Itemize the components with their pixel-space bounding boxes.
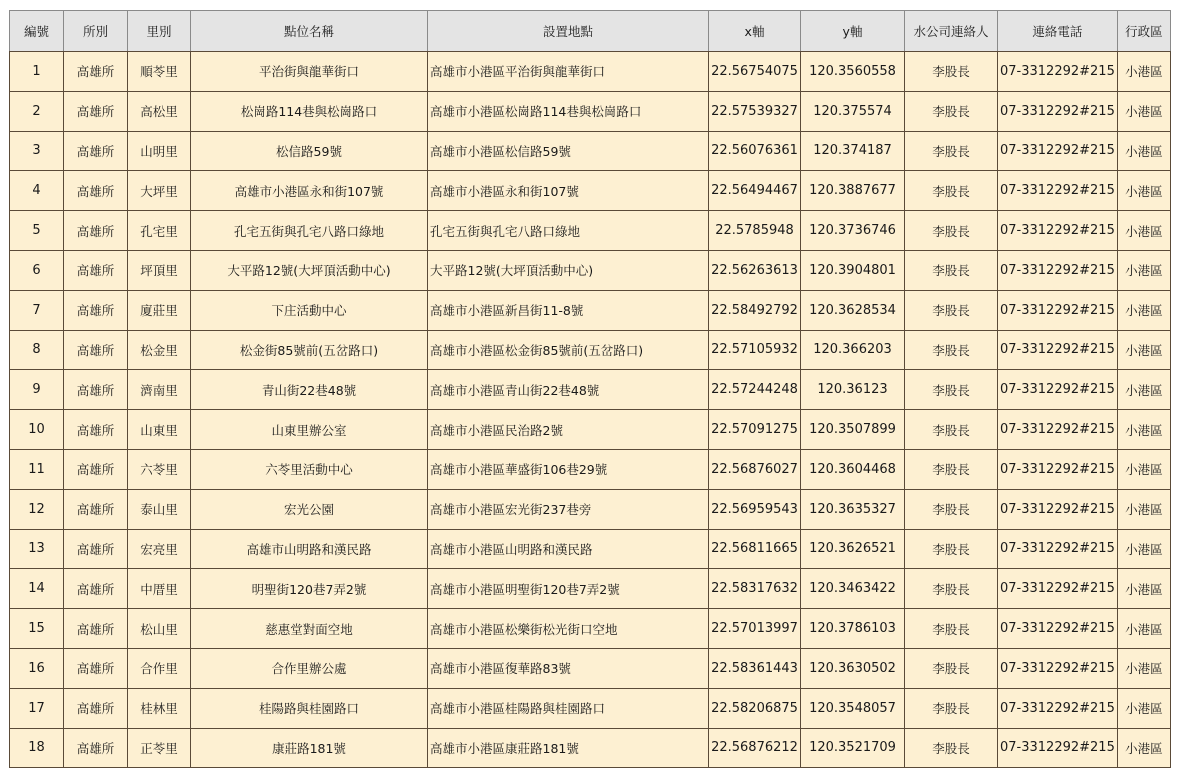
cell-phone: 07-3312292#215 bbox=[998, 370, 1118, 410]
header-contact: 水公司連絡人 bbox=[905, 11, 998, 52]
cell-id: 6 bbox=[10, 250, 64, 290]
cell-contact: 李股長 bbox=[905, 52, 998, 92]
cell-contact: 李股長 bbox=[905, 609, 998, 649]
cell-point-name: 慈惠堂對面空地 bbox=[191, 609, 428, 649]
cell-y-axis: 120.3560558 bbox=[801, 52, 905, 92]
cell-location: 高雄市小港區永和街107號 bbox=[428, 171, 709, 211]
table-row bbox=[10, 489, 1171, 529]
cell-y-axis: 120.3635327 bbox=[801, 489, 905, 529]
cell-location: 高雄市小港區青山街22巷48號 bbox=[428, 370, 709, 410]
cell-district: 小港區 bbox=[1117, 171, 1170, 211]
table-row bbox=[10, 370, 1171, 410]
header-row bbox=[10, 11, 1171, 52]
cell-district: 小港區 bbox=[1117, 131, 1170, 171]
table-row bbox=[10, 171, 1171, 211]
cell-y-axis: 120.3463422 bbox=[801, 569, 905, 609]
cell-id: 13 bbox=[10, 529, 64, 569]
cell-village: 山明里 bbox=[128, 131, 191, 171]
cell-district: 小港區 bbox=[1117, 330, 1170, 370]
cell-id: 18 bbox=[10, 728, 64, 768]
cell-x-axis: 22.56876212 bbox=[709, 728, 801, 768]
water-station-table bbox=[9, 10, 1171, 768]
cell-contact: 李股長 bbox=[905, 688, 998, 728]
cell-y-axis: 120.3887677 bbox=[801, 171, 905, 211]
cell-village: 順苓里 bbox=[128, 52, 191, 92]
cell-phone: 07-3312292#215 bbox=[998, 211, 1118, 251]
cell-y-axis: 120.3521709 bbox=[801, 728, 905, 768]
cell-phone: 07-3312292#215 bbox=[998, 728, 1118, 768]
cell-village: 坪頂里 bbox=[128, 250, 191, 290]
table-row bbox=[10, 688, 1171, 728]
cell-office: 高雄所 bbox=[64, 609, 128, 649]
cell-point-name: 松崗路114巷與松崗路口 bbox=[191, 91, 428, 131]
cell-id: 12 bbox=[10, 489, 64, 529]
cell-id: 3 bbox=[10, 131, 64, 171]
table-row bbox=[10, 648, 1171, 688]
cell-contact: 李股長 bbox=[905, 171, 998, 211]
cell-location: 高雄市小港區華盛街106巷29號 bbox=[428, 449, 709, 489]
cell-village: 六苓里 bbox=[128, 449, 191, 489]
cell-phone: 07-3312292#215 bbox=[998, 290, 1118, 330]
cell-location: 高雄市小港區康莊路181號 bbox=[428, 728, 709, 768]
header-phone: 連絡電話 bbox=[998, 11, 1118, 52]
cell-point-name: 松金街85號前(五岔路口) bbox=[191, 330, 428, 370]
cell-id: 16 bbox=[10, 648, 64, 688]
cell-office: 高雄所 bbox=[64, 728, 128, 768]
cell-x-axis: 22.58317632 bbox=[709, 569, 801, 609]
table-row bbox=[10, 91, 1171, 131]
cell-point-name: 合作里辦公處 bbox=[191, 648, 428, 688]
cell-x-axis: 22.58361443 bbox=[709, 648, 801, 688]
header-x-axis: x軸 bbox=[709, 11, 801, 52]
cell-office: 高雄所 bbox=[64, 290, 128, 330]
cell-contact: 李股長 bbox=[905, 410, 998, 450]
cell-id: 1 bbox=[10, 52, 64, 92]
cell-village: 宏亮里 bbox=[128, 529, 191, 569]
cell-point-name: 山東里辦公室 bbox=[191, 410, 428, 450]
cell-contact: 李股長 bbox=[905, 91, 998, 131]
cell-district: 小港區 bbox=[1117, 52, 1170, 92]
cell-district: 小港區 bbox=[1117, 728, 1170, 768]
cell-id: 14 bbox=[10, 569, 64, 609]
cell-x-axis: 22.57013997 bbox=[709, 609, 801, 649]
cell-x-axis: 22.56076361 bbox=[709, 131, 801, 171]
cell-location: 高雄市小港區復華路83號 bbox=[428, 648, 709, 688]
cell-phone: 07-3312292#215 bbox=[998, 529, 1118, 569]
cell-location: 高雄市小港區松樂街松光街口空地 bbox=[428, 609, 709, 649]
cell-y-axis: 120.36123 bbox=[801, 370, 905, 410]
cell-contact: 李股長 bbox=[905, 370, 998, 410]
cell-contact: 李股長 bbox=[905, 131, 998, 171]
cell-phone: 07-3312292#215 bbox=[998, 449, 1118, 489]
cell-point-name: 大平路12號(大坪頂活動中心) bbox=[191, 250, 428, 290]
cell-phone: 07-3312292#215 bbox=[998, 609, 1118, 649]
cell-office: 高雄所 bbox=[64, 250, 128, 290]
cell-district: 小港區 bbox=[1117, 370, 1170, 410]
cell-village: 濟南里 bbox=[128, 370, 191, 410]
cell-y-axis: 120.3904801 bbox=[801, 250, 905, 290]
cell-location: 高雄市小港區民治路2號 bbox=[428, 410, 709, 450]
table-row bbox=[10, 290, 1171, 330]
cell-district: 小港區 bbox=[1117, 449, 1170, 489]
cell-y-axis: 120.3548057 bbox=[801, 688, 905, 728]
cell-point-name: 宏光公園 bbox=[191, 489, 428, 529]
cell-office: 高雄所 bbox=[64, 648, 128, 688]
header-village: 里別 bbox=[128, 11, 191, 52]
cell-office: 高雄所 bbox=[64, 410, 128, 450]
cell-village: 山東里 bbox=[128, 410, 191, 450]
cell-x-axis: 22.57244248 bbox=[709, 370, 801, 410]
cell-office: 高雄所 bbox=[64, 449, 128, 489]
cell-phone: 07-3312292#215 bbox=[998, 648, 1118, 688]
cell-contact: 李股長 bbox=[905, 569, 998, 609]
table-row bbox=[10, 410, 1171, 450]
cell-point-name: 青山街22巷48號 bbox=[191, 370, 428, 410]
cell-village: 中厝里 bbox=[128, 569, 191, 609]
cell-id: 7 bbox=[10, 290, 64, 330]
cell-village: 正苓里 bbox=[128, 728, 191, 768]
cell-office: 高雄所 bbox=[64, 91, 128, 131]
cell-location: 孔宅五街與孔宅八路口綠地 bbox=[428, 211, 709, 251]
cell-district: 小港區 bbox=[1117, 91, 1170, 131]
cell-office: 高雄所 bbox=[64, 370, 128, 410]
cell-id: 17 bbox=[10, 688, 64, 728]
cell-office: 高雄所 bbox=[64, 131, 128, 171]
cell-location: 高雄市小港區平治街與龍華街口 bbox=[428, 52, 709, 92]
cell-id: 4 bbox=[10, 171, 64, 211]
table-row bbox=[10, 449, 1171, 489]
cell-x-axis: 22.5785948 bbox=[709, 211, 801, 251]
cell-district: 小港區 bbox=[1117, 688, 1170, 728]
cell-village: 高松里 bbox=[128, 91, 191, 131]
cell-id: 9 bbox=[10, 370, 64, 410]
cell-location: 高雄市小港區新昌街11-8號 bbox=[428, 290, 709, 330]
cell-id: 10 bbox=[10, 410, 64, 450]
cell-contact: 李股長 bbox=[905, 728, 998, 768]
cell-x-axis: 22.57105932 bbox=[709, 330, 801, 370]
cell-office: 高雄所 bbox=[64, 330, 128, 370]
cell-district: 小港區 bbox=[1117, 410, 1170, 450]
table-header bbox=[10, 11, 1171, 52]
cell-district: 小港區 bbox=[1117, 648, 1170, 688]
table-row bbox=[10, 569, 1171, 609]
cell-contact: 李股長 bbox=[905, 250, 998, 290]
cell-phone: 07-3312292#215 bbox=[998, 131, 1118, 171]
table-row bbox=[10, 609, 1171, 649]
cell-y-axis: 120.374187 bbox=[801, 131, 905, 171]
cell-phone: 07-3312292#215 bbox=[998, 410, 1118, 450]
cell-location: 高雄市小港區桂陽路與桂園路口 bbox=[428, 688, 709, 728]
cell-phone: 07-3312292#215 bbox=[998, 250, 1118, 290]
cell-office: 高雄所 bbox=[64, 529, 128, 569]
table-body bbox=[10, 52, 1171, 768]
table-container bbox=[9, 10, 1171, 768]
cell-x-axis: 22.56876027 bbox=[709, 449, 801, 489]
cell-contact: 李股長 bbox=[905, 330, 998, 370]
cell-x-axis: 22.56494467 bbox=[709, 171, 801, 211]
cell-point-name: 明聖街120巷7弄2號 bbox=[191, 569, 428, 609]
cell-point-name: 下庄活動中心 bbox=[191, 290, 428, 330]
cell-contact: 李股長 bbox=[905, 449, 998, 489]
cell-district: 小港區 bbox=[1117, 609, 1170, 649]
cell-y-axis: 120.3628534 bbox=[801, 290, 905, 330]
cell-y-axis: 120.3626521 bbox=[801, 529, 905, 569]
header-y-axis: y軸 bbox=[801, 11, 905, 52]
cell-village: 廈莊里 bbox=[128, 290, 191, 330]
cell-y-axis: 120.3507899 bbox=[801, 410, 905, 450]
cell-location: 高雄市小港區松崗路114巷與松崗路口 bbox=[428, 91, 709, 131]
header-id: 編號 bbox=[10, 11, 64, 52]
cell-location: 高雄市小港區宏光街237巷旁 bbox=[428, 489, 709, 529]
table-row bbox=[10, 211, 1171, 251]
cell-district: 小港區 bbox=[1117, 489, 1170, 529]
table-row bbox=[10, 131, 1171, 171]
cell-office: 高雄所 bbox=[64, 688, 128, 728]
cell-x-axis: 22.56754075 bbox=[709, 52, 801, 92]
cell-point-name: 高雄市小港區永和街107號 bbox=[191, 171, 428, 211]
cell-village: 合作里 bbox=[128, 648, 191, 688]
cell-district: 小港區 bbox=[1117, 211, 1170, 251]
header-office: 所別 bbox=[64, 11, 128, 52]
cell-id: 11 bbox=[10, 449, 64, 489]
cell-y-axis: 120.375574 bbox=[801, 91, 905, 131]
cell-phone: 07-3312292#215 bbox=[998, 688, 1118, 728]
cell-point-name: 松信路59號 bbox=[191, 131, 428, 171]
cell-x-axis: 22.56959543 bbox=[709, 489, 801, 529]
cell-office: 高雄所 bbox=[64, 489, 128, 529]
cell-office: 高雄所 bbox=[64, 52, 128, 92]
cell-location: 高雄市小港區明聖街120巷7弄2號 bbox=[428, 569, 709, 609]
table-row bbox=[10, 728, 1171, 768]
header-district: 行政區 bbox=[1117, 11, 1170, 52]
cell-location: 高雄市小港區山明路和漢民路 bbox=[428, 529, 709, 569]
cell-id: 8 bbox=[10, 330, 64, 370]
cell-village: 孔宅里 bbox=[128, 211, 191, 251]
cell-x-axis: 22.57539327 bbox=[709, 91, 801, 131]
cell-phone: 07-3312292#215 bbox=[998, 52, 1118, 92]
header-location: 設置地點 bbox=[428, 11, 709, 52]
cell-id: 2 bbox=[10, 91, 64, 131]
cell-village: 松山里 bbox=[128, 609, 191, 649]
cell-office: 高雄所 bbox=[64, 171, 128, 211]
cell-point-name: 孔宅五街與孔宅八路口綠地 bbox=[191, 211, 428, 251]
cell-phone: 07-3312292#215 bbox=[998, 489, 1118, 529]
cell-village: 桂林里 bbox=[128, 688, 191, 728]
cell-contact: 李股長 bbox=[905, 648, 998, 688]
table-row bbox=[10, 52, 1171, 92]
cell-village: 泰山里 bbox=[128, 489, 191, 529]
cell-x-axis: 22.57091275 bbox=[709, 410, 801, 450]
cell-phone: 07-3312292#215 bbox=[998, 330, 1118, 370]
cell-village: 松金里 bbox=[128, 330, 191, 370]
cell-phone: 07-3312292#215 bbox=[998, 569, 1118, 609]
cell-contact: 李股長 bbox=[905, 290, 998, 330]
table-row bbox=[10, 330, 1171, 370]
cell-y-axis: 120.3736746 bbox=[801, 211, 905, 251]
cell-point-name: 康莊路181號 bbox=[191, 728, 428, 768]
cell-y-axis: 120.3630502 bbox=[801, 648, 905, 688]
cell-office: 高雄所 bbox=[64, 211, 128, 251]
cell-point-name: 平治街與龍華街口 bbox=[191, 52, 428, 92]
cell-district: 小港區 bbox=[1117, 529, 1170, 569]
cell-contact: 李股長 bbox=[905, 529, 998, 569]
cell-contact: 李股長 bbox=[905, 489, 998, 529]
cell-location: 大平路12號(大坪頂活動中心) bbox=[428, 250, 709, 290]
cell-office: 高雄所 bbox=[64, 569, 128, 609]
header-point-name: 點位名稱 bbox=[191, 11, 428, 52]
cell-y-axis: 120.3604468 bbox=[801, 449, 905, 489]
cell-location: 高雄市小港區松信路59號 bbox=[428, 131, 709, 171]
cell-x-axis: 22.56263613 bbox=[709, 250, 801, 290]
cell-id: 15 bbox=[10, 609, 64, 649]
cell-phone: 07-3312292#215 bbox=[998, 91, 1118, 131]
cell-district: 小港區 bbox=[1117, 250, 1170, 290]
cell-id: 5 bbox=[10, 211, 64, 251]
cell-y-axis: 120.3786103 bbox=[801, 609, 905, 649]
cell-y-axis: 120.366203 bbox=[801, 330, 905, 370]
cell-x-axis: 22.58492792 bbox=[709, 290, 801, 330]
cell-x-axis: 22.56811665 bbox=[709, 529, 801, 569]
cell-point-name: 桂陽路與桂園路口 bbox=[191, 688, 428, 728]
cell-phone: 07-3312292#215 bbox=[998, 171, 1118, 211]
cell-village: 大坪里 bbox=[128, 171, 191, 211]
cell-point-name: 高雄市山明路和漢民路 bbox=[191, 529, 428, 569]
table-row bbox=[10, 529, 1171, 569]
cell-district: 小港區 bbox=[1117, 290, 1170, 330]
cell-location: 高雄市小港區松金街85號前(五岔路口) bbox=[428, 330, 709, 370]
cell-contact: 李股長 bbox=[905, 211, 998, 251]
cell-point-name: 六苓里活動中心 bbox=[191, 449, 428, 489]
table-row bbox=[10, 250, 1171, 290]
cell-x-axis: 22.58206875 bbox=[709, 688, 801, 728]
cell-district: 小港區 bbox=[1117, 569, 1170, 609]
